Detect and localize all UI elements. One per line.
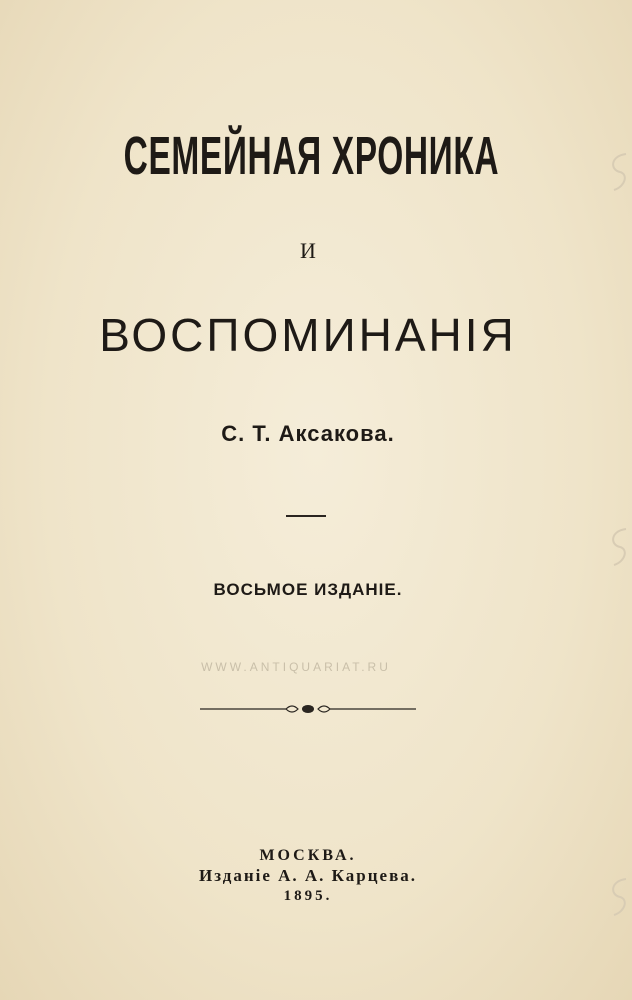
watermark-swirl-icon [606,525,628,569]
author-name: С. Т. Аксакова. [221,421,395,446]
ornamental-divider-icon [200,700,416,718]
book-subtitle: ВОСПОМИНАНІЯ [99,309,517,361]
short-divider-rule [286,515,326,517]
book-title: СЕМЕЙНАЯ ХРОНИКА [123,126,500,186]
watermark-swirl-icon [606,875,628,919]
imprint-year: 1895. [283,888,333,904]
imprint-publisher: Изданіе А. А. Карцева. [198,866,418,885]
watermark-swirl-icon [606,150,628,194]
edition-statement: ВОСЬМОЕ ИЗДАНІЕ. [213,580,403,599]
title-conjunction: И [300,238,316,263]
watermark-text: WWW.ANTIQUARIAT.RU [201,660,391,674]
imprint-place: МОСКВА. [259,847,357,864]
